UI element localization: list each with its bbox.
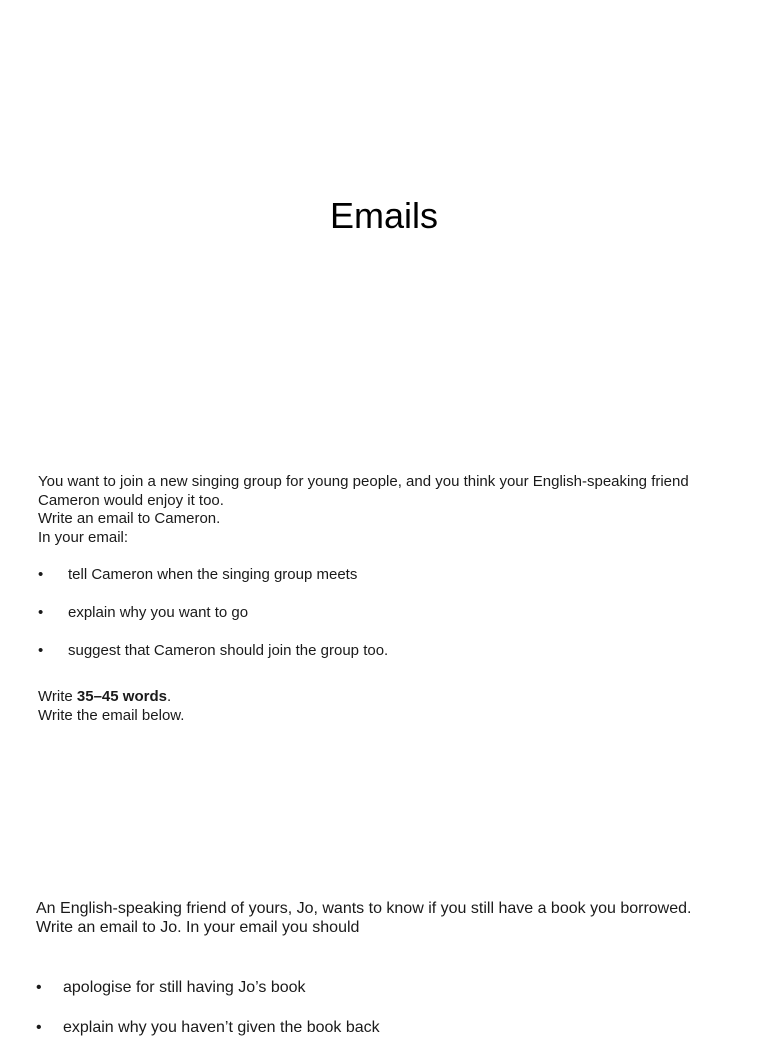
bullet-icon: • <box>38 642 44 659</box>
bullet-icon: • <box>36 1019 42 1036</box>
bullet-text: explain why you haven’t given the book back <box>63 1019 380 1036</box>
list-item <box>36 1018 756 1037</box>
list-item <box>38 604 753 623</box>
task-intro-line-1: You want to join a new singing group for young people, and you think your English-speaking friend <box>38 473 689 490</box>
bullet-icon: • <box>38 566 44 583</box>
write-below-instruction: Write the email below. <box>38 706 185 724</box>
page-title: Emails <box>329 195 439 236</box>
list-item <box>36 978 756 997</box>
bullet-text: explain why you want to go <box>68 604 249 621</box>
task-cameron <box>38 473 753 725</box>
list-item <box>38 566 753 585</box>
bullet-icon: • <box>36 979 42 996</box>
in-your-email-label: In your email: <box>38 528 129 546</box>
write-suffix: . <box>166 688 172 705</box>
word-count: 35–45 words <box>76 688 167 705</box>
task-jo <box>36 899 756 1058</box>
write-prefix: Write <box>38 688 77 705</box>
bullet-icon: • <box>38 604 44 621</box>
task-intro-line-1: An English-speaking friend of yours, Jo, wants to know if you still have a book you borrowed. <box>36 900 692 917</box>
task-bullet-list <box>36 978 756 1037</box>
task-instruction: Write an email to Cameron. <box>38 510 221 527</box>
task-bullet-list <box>38 566 753 661</box>
bullet-text: suggest that Cameron should join the group too. <box>68 642 389 659</box>
bullet-text: tell Cameron when the singing group meets <box>68 566 358 583</box>
task-intro-line-2: Write an email to Jo. In your email you should <box>36 919 360 936</box>
task-intro-line-2: Cameron would enjoy it too. <box>38 491 224 509</box>
list-item <box>38 642 753 661</box>
bullet-text: apologise for still having Jo’s book <box>63 979 306 996</box>
word-count-instruction <box>38 688 753 707</box>
